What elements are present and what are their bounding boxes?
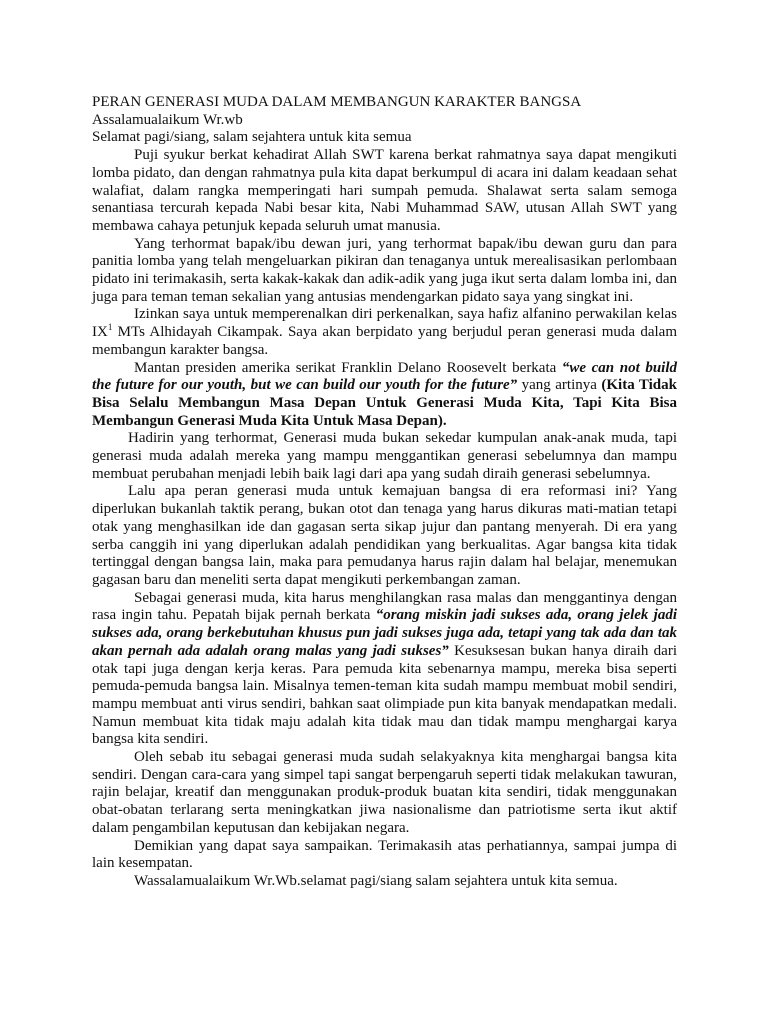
footnote-marker: 1 <box>107 322 113 333</box>
roosevelt-quote: “we can not build the future for our youth, but we can build our youth for the future” <box>92 359 677 394</box>
document-title: PERAN GENERASI MUDA DALAM MEMBANGUN KARAKTER BANGSA <box>92 94 582 110</box>
paragraph-closing: Demikian yang dapat saya sampaikan. Terimakasih atas perhatiannya, sampai jumpa di lain kesempatan. <box>92 837 677 872</box>
paragraph-respects: Yang terhormat bapak/ibu dewan juri, yang terhormat bapak/ibu dewan guru dan para panitia lomba yang telah mengeluarkan pikiran dan tenaganya untuk merealisasikan perlombaan pidato ini terimakasih, serta kakak-kakak dan adik-adik yang juga ikut serta dalam lomba ini, dan juga para teman teman sekalian yang antusias mendengarkan pidato saya yang singkat ini. <box>92 235 677 305</box>
paragraph-appreciation: Oleh sebab itu sebagai generasi muda sudah selakyaknya kita menghargai bangsa kita sendiri. Dengan cara-cara yang simpel tapi sangat berpengaruh seperti tidak melakukan tawuran, rajin belajar, kreatif dan menggunakan produk-produk buatan kita sendiri, tidak menggunakan obat-obatan terlarang serta meningkatkan jiwa nasionalisme dan patriotisme serta ikut aktif dalam pengambilan keputusan dan kebijakan negara. <box>92 749 677 836</box>
quote-connector: yang artinya <box>517 377 602 394</box>
proverb-lead: Sebagai generasi muda, kita harus menghilangkan rasa malas dan menggantinya dengan rasa ingin tahu. Pepatah bijak pernah berkata <box>92 589 677 624</box>
paragraph-roosevelt-quote <box>92 360 677 431</box>
paragraph-introduction <box>92 306 677 359</box>
opening-salam: Assalamualaikum Wr.wb <box>92 111 243 128</box>
document-page <box>92 94 677 891</box>
proverb-body: Kesuksesan bukan hanya diraih dari otak tapi juga dengan kerja keras. Para pemuda kita sebenarnya mampu, mereka bisa seperti pemuda-pemuda bangsa lain. Misalnya temen-teman kita sudah mampu membuat mobil sendiri, mampu membuat anti virus sendiri, bahkan saat olimpiade pun kita banyak mendapatkan medali. Namun membuat kita tidak maju adalah kita tidak mau dan tidak mampu menghargai karya bangsa kita sendiri. <box>92 642 677 748</box>
paragraph-gratitude: Puji syukur berkat kehadirat Allah SWT karena berkat rahmatnya saya dapat mengikuti lomba pidato, dan dengan rahmatnya pula kita dapat berkumpul di acara ini dalam keadaan sehat walafiat, dalam rangka memperingati hari sumpah pemuda. Shalawat serta salam semoga senantiasa tercurah kepada Nabi besar kita, Nabi Muhammad SAW, utusan Allah SWT yang membawa cahaya petunjuk kepada seluruh umat manusia. <box>92 147 677 234</box>
intro-text-b: MTs Alhidayah Cikampak. Saya akan berpidato yang berjudul peran generasi muda dalam membangun karakter bangsa. <box>92 324 677 358</box>
paragraph-definition: Hadirin yang terhormat, Generasi muda bukan sekedar kumpulan anak-anak muda, tapi generasi muda adalah mereka yang mampu menggantikan generasi sebelumnya dan mampu membuat perubahan menjadi lebih baik lagi dari apa yang sudah diraih generasi sebelumnya. <box>92 430 677 482</box>
closing-salam: Wassalamualaikum Wr.Wb.selamat pagi/siang salam sejahtera untuk kita semua. <box>134 872 618 889</box>
proverb-quote: “orang miskin jadi sukses ada, orang jelek jadi sukses ada, orang berkebutuhan khusus pun jadi sukses juga ada, tetapi yang tak ada dan tak akan pernah ada adalah orang malas yang jadi sukses” <box>92 607 678 659</box>
quote-translation: (Kita Tidak Bisa Selalu Membangun Masa Depan Untuk Generasi Muda Kita, Tapi Kita Bisa Membangun Generasi Muda Kita Untuk Masa Depan). <box>92 377 677 429</box>
intro-text-a: Izinkan saya untuk memperenalkan diri perkenalkan, saya hafiz alfanino perwakilan kelas IX <box>92 306 677 341</box>
paragraph-role: Lalu apa peran generasi muda untuk kemajuan bangsa di era reformasi ini? Yang diperlukan bukanlah taktik perang, bukan otot dan tenaga yang harus dikuras mati-matian tetapi otak yang menghasilkan ide dan gagasan serta sikap jujur dan pantang menyerah. Di era yang serba canggih ini yang diperlukan adalah pendidikan yang berkualitas. Agar bangsa kita tidak tertinggal dengan bangsa lain, maka para pemudanya harus rajin dalam hal belajar, menemukan gagasan baru dan meneliti serta dapat mengikuti perkembangan zaman. <box>92 483 677 588</box>
quote-lead: Mantan presiden amerika serikat Franklin Delano Roosevelt berkata <box>134 359 562 376</box>
opening-greeting: Selamat pagi/siang, salam sejahtera untuk kita semua <box>92 129 412 146</box>
paragraph-proverb <box>92 590 677 749</box>
